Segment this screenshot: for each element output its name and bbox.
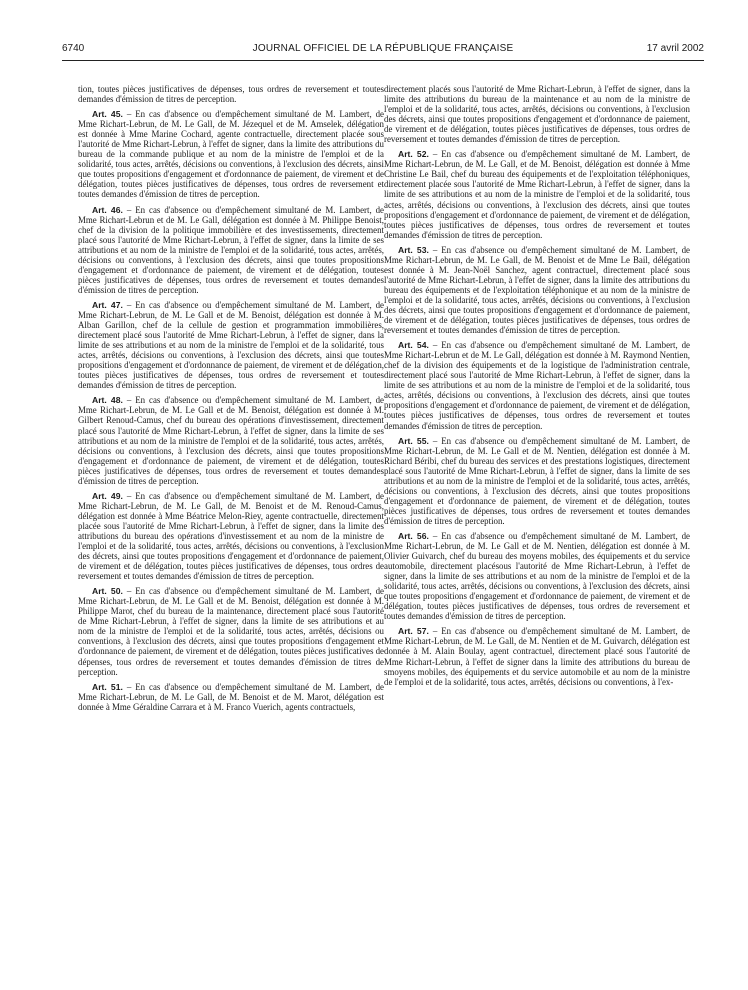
article-number: Art. 45. (92, 109, 123, 120)
article-text: tion, toutes pièces justificatives de dépenses, tous ordres de reversement et toutes demandes d'émission de titres de perception. (78, 84, 384, 105)
page-header (62, 38, 704, 61)
article-paragraph (78, 109, 384, 199)
article-number: Art. 49. (92, 490, 123, 501)
article-text: – En cas d'absence ou d'empêchement simultané de M. Lambert, de Mme Richart-Lebrun, de M. Le Gall, et de M. Benoist, délégation est donnée à Mme Christine Le Bail, chef du bureau des équipements et de l'exploitation téléphoniques, directement placée sous l'autorité de Mme Richart-Lebrun, à l'effet de signer, dans la limite de ses attributions et au nom de la ministre de l'emploi et de la solidarité, tous actes, arrêtés, décisions ou conventions, à l'exclusion des décrets, ainsi que toutes propositions d'engagement et d'ordonnance de paiement, de virement et de délégation, toutes pièces justificatives de dépenses, tous ordres de reversement et toutes demandes d'émission de titres de perception. (384, 149, 690, 240)
article-text: – En cas d'absence ou d'empêchement simultané de M. Lambert, de Mme Richart-Lebrun, de M. Le Gall, de M. Benoist et de M. Renoud-Camus, délégation est donnée à Mme Béatrice Melon-Riey, agente contractuelle, directement placée sous l'autorité de Mme Richart-Lebrun, à l'effet de signer, dans la limite des attributions du bureau des opérations d'investissement et au nom de la ministre de l'emploi et de la solidarité, tous actes, arrêtés, décisions ou conventions, à l'exclusion des décrets, ainsi que toutes propositions d'engagement et d'ordonnance de paiement, de virement et de délégation, toutes pièces justificatives de dépenses, tous ordres de reversement et toutes demandes d'émission de titres de perception. (78, 490, 384, 582)
article-text: directement placés sous l'autorité de Mme Richart-Lebrun, à l'effet de signer, dans la limite des attributions du bureau de la maintenance et au nom de la ministre de l'emploi et de la solidarité, tous actes, arrêtés, décisions ou conventions, à l'exclusion des décrets, ainsi que toutes propositions d'engagement et d'ordonnance de paiement, de virement et de délégation, toutes pièces justificatives de dépenses, tous ordres de reversement et toutes demandes d'émission de titres de perception. (384, 84, 690, 145)
article-paragraph (78, 491, 384, 581)
article-text: – En cas d'absence ou d'empêchement simultané de M. Lambert, de Mme Richart-Lebrun, de M. Le Gall, de M. Jézequel et de M. Amselek, délégation est donnée à Mme Marine Cochard, agente contractuelle, directement placée sous l'autorité de Mme Richart-Lebrun, à l'effet de signer, dans la limite des attributions du bureau de la commande publique et au nom de la ministre de l'emploi et de la solidarité, tous actes, arrêtés, décisions ou conventions, à l'exclusion des décrets, ainsi que toutes propositions d'engagement et d'ordonnance de paiement, de virement et de délégation, toutes pièces justificatives de dépenses, tous ordres de reversement et toutes demandes d'émission de titres de perception. (78, 109, 384, 200)
article-paragraph (384, 245, 690, 335)
article-paragraph (384, 436, 690, 526)
article-number: Art. 56. (398, 530, 429, 541)
article-text: – En cas d'absence ou d'empêchement simultané de M. Lambert, de Mme Richart-Lebrun, de M. Le Gall et de M. Nentien, délégation est donnée à M. Olivier Guivarch, chef du bureau des moyens mobiles, des équipements et du service automobile, directement placésous l'autorité de Mme Richart-Lebrun, à l'effet de signer, dans la limite de ses attributions et au nom de la ministre de l'emploi et de la solidarité, tous actes, arrêtés, décisions ou conventions, à l'exclusion des décrets, ainsi que toutes propositions d'engagement et d'ordonnance de paiement, de virement et de délégation, toutes pièces justificatives de dépenses, tous ordres de reversement et toutes demandes d'émission de titres de perception. (384, 530, 690, 622)
article-number: Art. 53. (398, 244, 429, 255)
article-paragraph (78, 682, 384, 712)
article-paragraph (78, 205, 384, 295)
article-text: – En cas d'absence ou d'empêchement simultané de M. Lambert, de Mme Richart-Lebrun, de M. Le Gall, de M. Benoist et de Mme Le Bail, délégation est donnée à M. Jean-Noël Sanchez, agent contractuel, directement placé sous l'autorité de Mme Richart-Lebrun, à l'effet de signer, dans la limite des attributions du bureau des équipements et de l'exploitation téléphonique et au nom de la ministre de l'emploi et de la solidarité, tous actes, arrêtés, décisions ou conventions, à l'exclusion des décrets, ainsi que toutes propositions d'engagement et d'ordonnance de paiement, de virement et de délégation, toutes pièces justificatives de dépenses, tous ordres de reversement et toutes demandes d'émission de titres de perception. (384, 244, 690, 336)
left-column (78, 84, 384, 717)
article-number: Art. 47. (92, 299, 123, 310)
article-paragraph (384, 149, 690, 239)
article-number: Art. 51. (92, 681, 123, 692)
continuation-paragraph (384, 84, 690, 144)
article-number: Art. 50. (92, 586, 123, 597)
article-text: – En cas d'absence ou d'empêchement simultané de M. Lambert, de Mme Richart-Lebrun, de M. Le Gall, de M. Benoist et de M. Marot, délégation est donnée à Mme Géraldine Carrara et à M. Franco Vuerich, agents contractuels, (78, 681, 384, 712)
article-paragraph (384, 531, 690, 621)
article-text: – En cas d'absence ou d'empêchement simultané de M. Lambert, de Mme Richart-Lebrun, de M. Le Gall, de M. Nentien et de M. Guivarch, délégation est donnée à M. Alain Boulay, agent contractuel, directement placé sous l'autorité de Mme Richart-Lebrun, à l'effet de signer dans la limite des attributions du bureau de smoyens mobiles, des équipements et du service automobile et au nom de la ministre de l'emploi et de la solidarité, tous actes, arrêtés, décisions ou conventions, à l'ex- (384, 626, 690, 687)
page-number: 6740 (62, 43, 85, 54)
article-number: Art. 46. (92, 204, 123, 215)
article-number: Art. 57. (398, 626, 429, 637)
continuation-paragraph (78, 84, 384, 104)
article-paragraph (78, 586, 384, 676)
article-paragraph (384, 626, 690, 686)
article-paragraph (78, 395, 384, 485)
article-text: – En cas d'absence ou d'empêchement simultané de M. Lambert, de Mme Richart-Lebrun, de M. Le Gall et de M. Benoist, délégation est donnée à M. Gilbert Renoud-Camus, chef du bureau des opérations d'investissement, directement placé sous l'autorité de Mme Richart-Lebrun, à l'effet de signer, dans la limite de ses attributions et au nom de la ministre de l'emploi et de la solidarité, tous actes, arrêtés, décisions ou conventions, à l'exclusion des décrets, ainsi que toutes propositions d'engagement et d'ordonnance de paiement, de virement et de délégation, toutes pièces justificatives de dépenses, tous ordres de reversement et toutes demandes d'émission de titres de perception. (78, 395, 384, 486)
article-text: – En cas d'absence ou d'empêchement simultané de M. Lambert, de Mme Richart-Lebrun, de M. Le Gall et de M. Nentien, délégation est donnée à M. Richard Béribi, chef du bureau des services et des prestations logistiques, directement placé sous l'autorité de Mme Richart-Lebrun, à l'effet de signer, dans la limite de ses attributions et au nom de la ministre de l'emploi et de la solidarité, tous actes, arrêtés, décisions ou conventions, à l'exclusion des décrets, ainsi que toutes propositions d'engagement et d'ordonnance de paiement, de virement et de délégation, toutes pièces justificatives de dépenses, tous ordres de reversement et toutes demandes d'émission de titres de perception. (384, 435, 690, 526)
right-column (384, 84, 690, 692)
article-text: – En cas d'absence ou d'empêchement simultané de M. Lambert, de Mme Richart-Lebrun, de M. Le Gall et de M. Benoist, délégation est donnée à M. Philippe Marot, chef du bureau de la maintenance, directement placé sous l'autorité de Mme Richart-Lebrun, à l'effet de signer, dans la limite de ses attributions et au nom de la ministre de l'emploi et de la solidarité, tous actes, arrêtés, décisions ou conventions, à l'exclusion des décrets, ainsi que toutes propositions d'engagement et d'ordonnance de paiement, de virement et de délégation, toutes pièces justificatives de dépenses, tous ordres de reversement et toutes demandes d'émission de titres de perception. (78, 586, 384, 677)
article-text: – En cas d'absence ou d'empêchement simultané de M. Lambert, de Mme Richart-Lebrun, de M. Le Gall et de M. Benoist, délégation est donnée à M. Alban Garillon, chef de la cellule de gestion et programmation immobilières, directement placé sous l'autorité de Mme Richart-Lebrun, à l'effet de signer, dans la limite de ses attributions et au nom de la ministre de l'emploi et de la solidarité, tous actes, arrêtés, décisions ou conventions, à l'exclusion des décrets, ainsi que toutes propositions d'engagement et d'ordonnance de paiement, de virement et de délégation, toutes pièces justificatives de dépenses, tous ordres de reversement et toutes demandes d'émission de titres de perception. (78, 299, 384, 391)
article-paragraph (78, 300, 384, 390)
article-text: – En cas d'absence ou d'empêchement simultané de M. Lambert, de Mme Richart-Lebrun et de M. Le Gall, délégation est donnée à M. Raymond Nentien, chef de la division des équipements et de la logistique de l'administration centrale, directement placé sous l'autorité de Mme Richart-Lebrun, à l'effet de signer, dans la limite de ses attributions et au nom de la ministre de l'emploi et de la solidarité, tous actes, arrêtés, décisions ou conventions, à l'exclusion des décrets, ainsi que toutes propositions d'engagement et d'ordonnance de paiement, de virement et de délégation, toutes pièces justificatives de dépenses, tous ordres de reversement et toutes demandes d'émission de titres de perception. (384, 340, 690, 431)
article-paragraph (384, 340, 690, 430)
journal-title: JOURNAL OFFICIEL DE LA RÉPUBLIQUE FRANÇAISE (252, 43, 514, 54)
article-number: Art. 52. (398, 149, 429, 160)
issue-date: 17 avril 2002 (646, 43, 704, 54)
article-number: Art. 55. (398, 435, 429, 446)
article-number: Art. 48. (92, 395, 123, 406)
article-number: Art. 54. (398, 340, 429, 351)
article-text: – En cas d'absence ou d'empêchement simultané de M. Lambert, de Mme Richart-Lebrun et de M. Le Gall, délégation est donnée à M. Philippe Benoist, chef de la division de la politique immobilière et des investissements, directement placé sous l'autorité de Mme Richart-Lebrun, à l'effet de signer, dans la limite de ses attributions et au nom de la ministre de l'emploi et de la solidarité, tous actes, arrêtés, décisions ou conventions, à l'exclusion des décrets, ainsi que toutes propositions d'engagement et d'ordonnance de paiement, de virement et de délégation, toutes pièces justificatives de dépenses, tous ordres de reversement et toutes demandes d'émission de titres de perception. (78, 204, 384, 295)
